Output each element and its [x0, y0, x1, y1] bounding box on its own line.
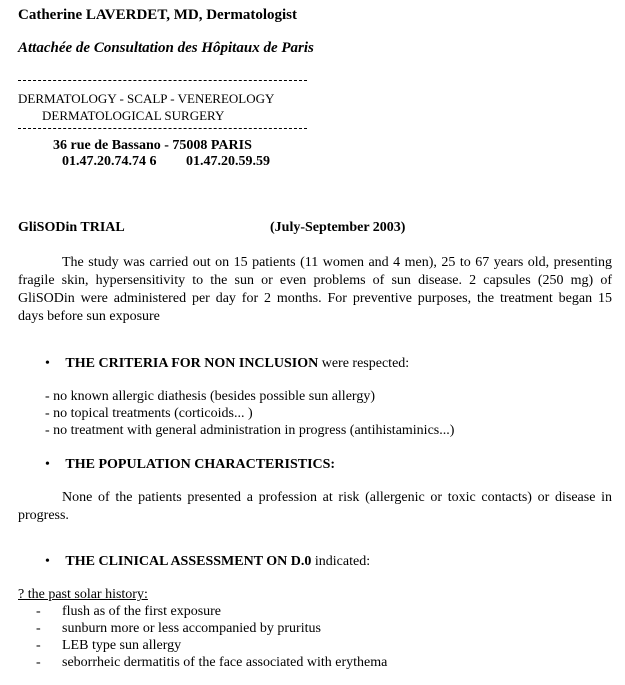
intro-line-3: GliSODin were administered per day for 2 months. For preventive purposes, the treatment began 15 [18, 291, 612, 306]
solar-history-heading: ? the past solar history: [18, 587, 148, 602]
bullet-icon: • [45, 356, 50, 371]
phone-2: 01.47.20.59.59 [186, 154, 270, 169]
criteria-heading-row [45, 356, 409, 372]
clinical-suffix: indicated: [311, 554, 371, 569]
criteria-heading: THE CRITERIA FOR NON INCLUSION [65, 356, 319, 371]
clinical-heading-row [45, 554, 370, 570]
clinical-item: flush as of the first exposure [62, 604, 222, 619]
dash-icon: - [36, 638, 41, 653]
population-line-1: None of the patients presented a profession at risk (allergenic or toxic contacts) or disease in [62, 490, 612, 505]
population-heading: THE POPULATION CHARACTERISTICS: [65, 457, 336, 472]
dash-icon: - [36, 655, 41, 670]
dash-icon: - [36, 621, 41, 636]
clinical-heading: THE CLINICAL ASSESSMENT ON D.0 [65, 554, 312, 569]
intro-line-2: fragile skin, hypersensitivity to the sun or even problems of sun disease. 2 capsules (250 mg) of [18, 273, 612, 288]
affiliation: Attachée de Consultation des Hôpitaux de Paris [18, 40, 314, 56]
clinical-item: sunburn more or less accompanied by pruritus [62, 621, 321, 636]
clinical-item: seborrheic dermatitis of the face associated with erythema [62, 655, 388, 670]
specialty-line-1: DERMATOLOGY - SCALP - VENEREOLOGY [18, 91, 275, 106]
clinical-item: LEB type sun allergy [62, 638, 182, 653]
divider-top [18, 80, 307, 81]
population-line-2: progress. [18, 508, 69, 523]
criteria-suffix: were respected: [318, 356, 410, 371]
trial-title: GliSODin TRIAL [18, 220, 125, 235]
dash-icon: - [36, 604, 41, 619]
bullet-icon: • [45, 554, 50, 569]
intro-line-4: days before sun exposure [18, 309, 160, 324]
criteria-item: - no treatment with general administration in progress (antihistaminics...) [45, 423, 455, 438]
criteria-item: - no known allergic diathesis (besides possible sun allergy) [45, 389, 375, 404]
trial-period: (July-September 2003) [270, 220, 406, 235]
divider-bottom [18, 128, 307, 129]
population-heading-row [45, 457, 335, 473]
criteria-item: - no topical treatments (corticoids... ) [45, 406, 253, 421]
specialty-line-2: DERMATOLOGICAL SURGERY [42, 108, 225, 123]
phone-1: 01.47.20.74.74 6 [62, 154, 157, 169]
bullet-icon: • [45, 457, 50, 472]
address: 36 rue de Bassano - 75008 PARIS [53, 138, 252, 153]
intro-line-1: The study was carried out on 15 patients (11 women and 4 men), 25 to 67 years old, presenting [62, 255, 612, 270]
doctor-name: Catherine LAVERDET, MD, Dermatologist [18, 7, 298, 23]
